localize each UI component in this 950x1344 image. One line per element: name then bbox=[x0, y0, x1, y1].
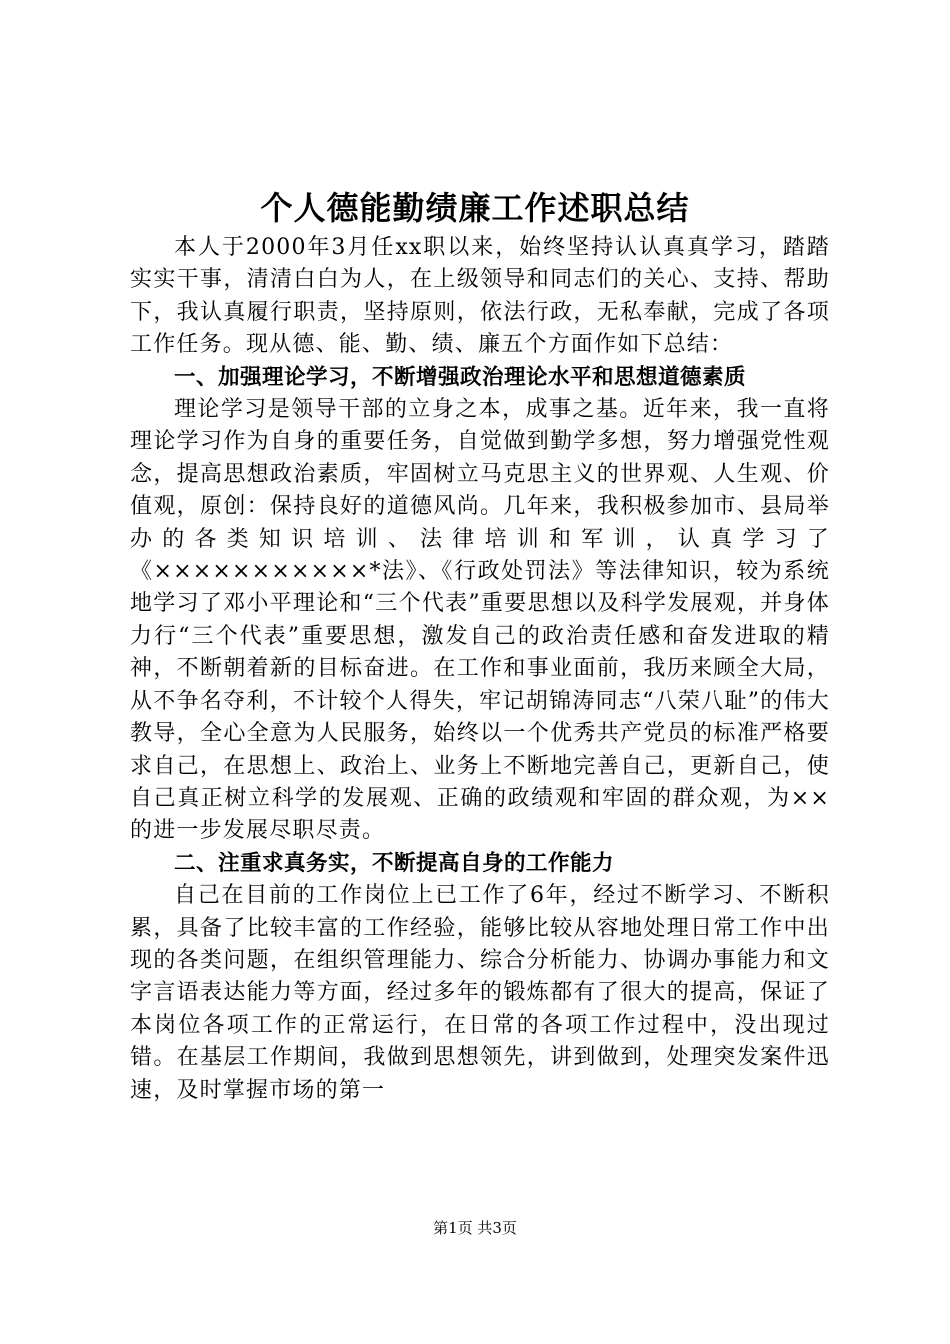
section-heading: 二、注重求真务实，不断提高自身的工作能力 bbox=[174, 850, 615, 876]
section-heading: 一、加强理论学习，不断增强政治理论水平和思想道德素质 bbox=[174, 364, 747, 390]
page-total: 共3页 bbox=[477, 1219, 517, 1237]
body-paragraph: 本人于2000年3月任xx职以来，始终坚持认认真真学习，踏踏实实干事，清清白白为人，在上级领导和同志们的关心、支持、帮助下，我认真履行职责，坚持原则，依法行政，无私奉献，完成了各项工作任务。现从德、能、勤、绩、廉五个方面作如下总结： bbox=[130, 235, 830, 358]
document-title: 个人德能勤绩廉工作述职总结 bbox=[260, 189, 690, 227]
page-number: 第1页 bbox=[433, 1219, 473, 1237]
body-paragraph: 理论学习是领导干部的立身之本，成事之基。近年来，我一直将理论学习作为自身的重要任务，自觉做到勤学多想，努力增强党性观念，提高思想政治素质，牢固树立马克思主义的世界观、人生观、价值观，原创：保持良好的道德风尚。几年来，我积极参加市、县局举办的各类知识培训、法律培训和军训，认真学习了《×××××××××××*法》、《行政处罚法》等法律知识，较为系统地学习了邓小平理论和“三个代表”重要思想以及科学发展观，并身体力行“三个代表”重要思想，激发自己的政治责任感和奋发进取的精神，不断朝着新的目标奋进。在工作和事业面前，我历来顾全大局，从不争名夺利，不计较个人得失，牢记胡锦涛同志“八荣八耻”的伟大教导，全心全意为人民服务，始终以一个优秀共产党员的标准严格要求自己，在思想上、政治上、业务上不断地完善自己，更新自己，使自己真正树立科学的发展观、正确的政绩观和牢固的群众观，为××的进一步发展尽职尽责。 bbox=[130, 397, 830, 844]
body-paragraph: 自己在目前的工作岗位上已工作了6年，经过不断学习、不断积累，具备了比较丰富的工作经验，能够比较从容地处理日常工作中出现的各类问题，在组织管理能力、综合分析能力、协调办事能力和文字言语表达能力等方面，经过多年的锻炼都有了很大的提高，保证了本岗位各项工作的正常运行，在日常的各项工作过程中，没出现过错。在基层工作期间，我做到思想领先，讲到做到，处理突发案件迅速，及时掌握市场的第一 bbox=[130, 883, 830, 1103]
document-body bbox=[130, 232, 830, 1107]
page-footer bbox=[0, 1218, 950, 1238]
